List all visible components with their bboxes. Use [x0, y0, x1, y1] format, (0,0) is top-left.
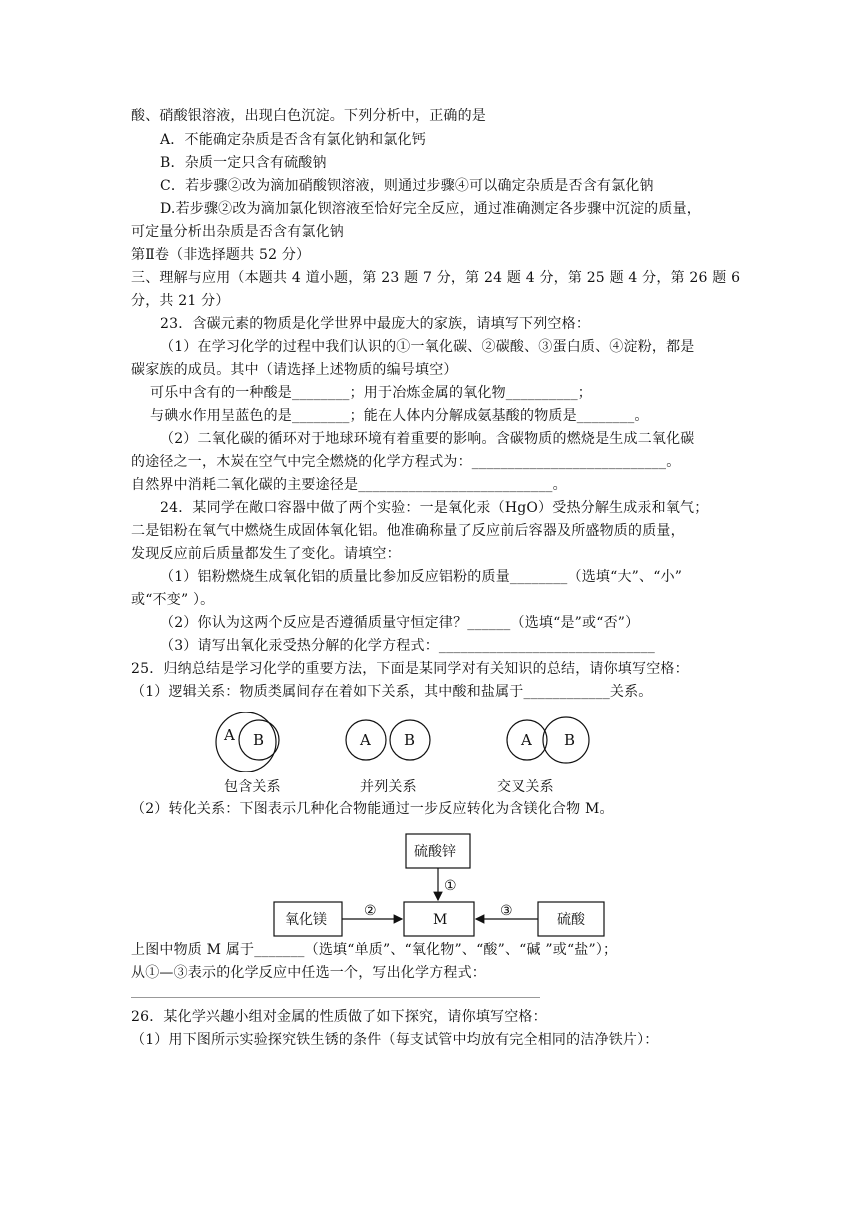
question-23-blanks-row-2: 与碘水作用呈蓝色的是________；能在人体内分解成氨基酸的物质是________。: [150, 408, 649, 424]
question-23-part-2: （2）二氧化碳的循环对于地球环境有着重要的影响。含碳物质的燃烧是生成二氧化碳: [160, 431, 695, 447]
question-23-part-2-last: 自然界中消耗二氧化碳的主要途径是___________________________。: [131, 477, 567, 493]
step-1-label: ①: [444, 878, 457, 894]
option-c: C．若步骤②改为滴加硝酸钡溶液，则通过步骤④可以确定杂质是否含有氯化钠: [160, 178, 654, 194]
question-24-part-3: （3）请写出氧化汞受热分解的化学方程式：______________________________: [160, 638, 655, 654]
option-b: B．杂质一定只含有硫酸钠: [160, 155, 327, 171]
relationship-diagrams: [0, 712, 865, 772]
question-24-title: 24．某同学在敞口容器中做了两个实验：一是氧化汞（HgO）受热分解生成汞和氧气；: [160, 500, 709, 516]
part-three-heading-continuation: 分，共 21 分）: [131, 293, 230, 309]
question-25-part-1: （1）逻辑关系：物质类属间存在着如下关系，其中酸和盐属于____________关系。: [131, 684, 653, 700]
question-24-continuation-2: 发现反应前后质量都发生了变化。请填空：: [131, 546, 401, 562]
section-heading: 第Ⅱ卷（非选择题共 52 分）: [131, 247, 311, 263]
parallel-label-a: A: [360, 731, 371, 749]
question-23-title: 23．含碳元素的物质是化学世界中最庞大的家族，请填写下列空格：: [160, 316, 591, 332]
equation-answer-line: [131, 997, 540, 998]
conversion-diagram: [0, 829, 865, 939]
question-23-part-2-continuation: 的途径之一，木炭在空气中完全燃烧的化学方程式为：___________________________。: [131, 454, 681, 470]
box-magnesium-oxide-label: 氧化镁: [285, 912, 327, 928]
cross-label-a: A: [521, 731, 532, 749]
question-25-part-2: （2）转化关系：下图表示几种化合物能通过一步反应转化为含镁化合物 M。: [131, 801, 614, 817]
caption-cross: 交叉关系: [497, 779, 554, 795]
parallel-diagram: [346, 720, 430, 760]
part-three-heading: 三、理解与应用（本题共 4 道小题，第 23 题 7 分，第 24 题 4 分，第 25 题 4 分，第 26 题 6: [131, 270, 741, 286]
option-a: A．不能确定杂质是否含有氯化钠和氯化钙: [160, 132, 426, 148]
question-23-part-1-continuation: 碳家族的成员。其中（请选择上述物质的编号填空）: [131, 362, 458, 378]
question-25-equation-prompt: 从①—③表示的化学反应中任选一个，写出化学方程式：: [131, 965, 486, 981]
contain-label-a: A: [224, 726, 235, 744]
option-d-continuation: 可定量分析出杂质是否含有氯化钠: [131, 224, 344, 240]
question-24-part-1: （1）铝粉燃烧生成氧化铝的质量比参加反应铝粉的质量________（选填“大”、“小”: [160, 569, 683, 585]
question-25-m-type: 上图中物质 M 属于_______（选填“单质”、“氧化物”、“酸”、“碱 ”或“盐”）；: [131, 942, 618, 958]
option-d: D.若步骤②改为滴加氯化钡溶液至恰好完全反应，通过准确测定各步骤中沉淀的质量，: [160, 201, 701, 217]
question-23-blanks-row-1: 可乐中含有的一种酸是________；用于冶炼金属的氧化物__________；: [150, 385, 592, 401]
contain-label-b: B: [253, 731, 265, 749]
contain-diagram: [216, 712, 279, 772]
cross-label-b: B: [564, 731, 576, 749]
step-2-label: ②: [364, 903, 377, 919]
question-24-part-1-continuation: 或“不变” ）。: [131, 592, 215, 608]
box-m-label: M: [433, 912, 448, 928]
question-26-part-1: （1）用下图所示实验探究铁生锈的条件（每支试管中均放有完全相同的洁净铁片）：: [131, 1032, 659, 1048]
question-22-continuation: 酸、硝酸银溶液，出现白色沉淀。下列分析中，正确的是: [131, 108, 486, 124]
question-26-title: 26．某化学兴趣小组对金属的性质做了如下探究，请你填写空格：: [131, 1009, 547, 1025]
caption-contain: 包含关系: [224, 779, 281, 795]
box-zinc-sulfate-label: 硫酸锌: [414, 844, 456, 860]
question-24-continuation: 二是铝粉在氧气中燃烧生成固体氧化铝。他准确称量了反应前后容器及所盛物质的质量，: [131, 523, 685, 539]
question-23-part-1: （1）在学习化学的过程中我们认识的①一氧化碳、②碳酸、③蛋白质、④淀粉，都是: [160, 339, 695, 355]
box-sulfuric-acid-label: 硫酸: [557, 912, 585, 928]
cross-diagram: [507, 717, 589, 763]
caption-parallel: 并列关系: [360, 779, 417, 795]
step-3-label: ③: [500, 903, 513, 919]
question-25-title: 25．归纳总结是学习化学的重要方法，下面是某同学对有关知识的总结，请你填写空格：: [131, 661, 689, 677]
question-24-part-2: （2）你认为这两个反应是否遵循质量守恒定律？______（选填“是”或“否”）: [160, 615, 640, 631]
parallel-label-b: B: [404, 731, 416, 749]
